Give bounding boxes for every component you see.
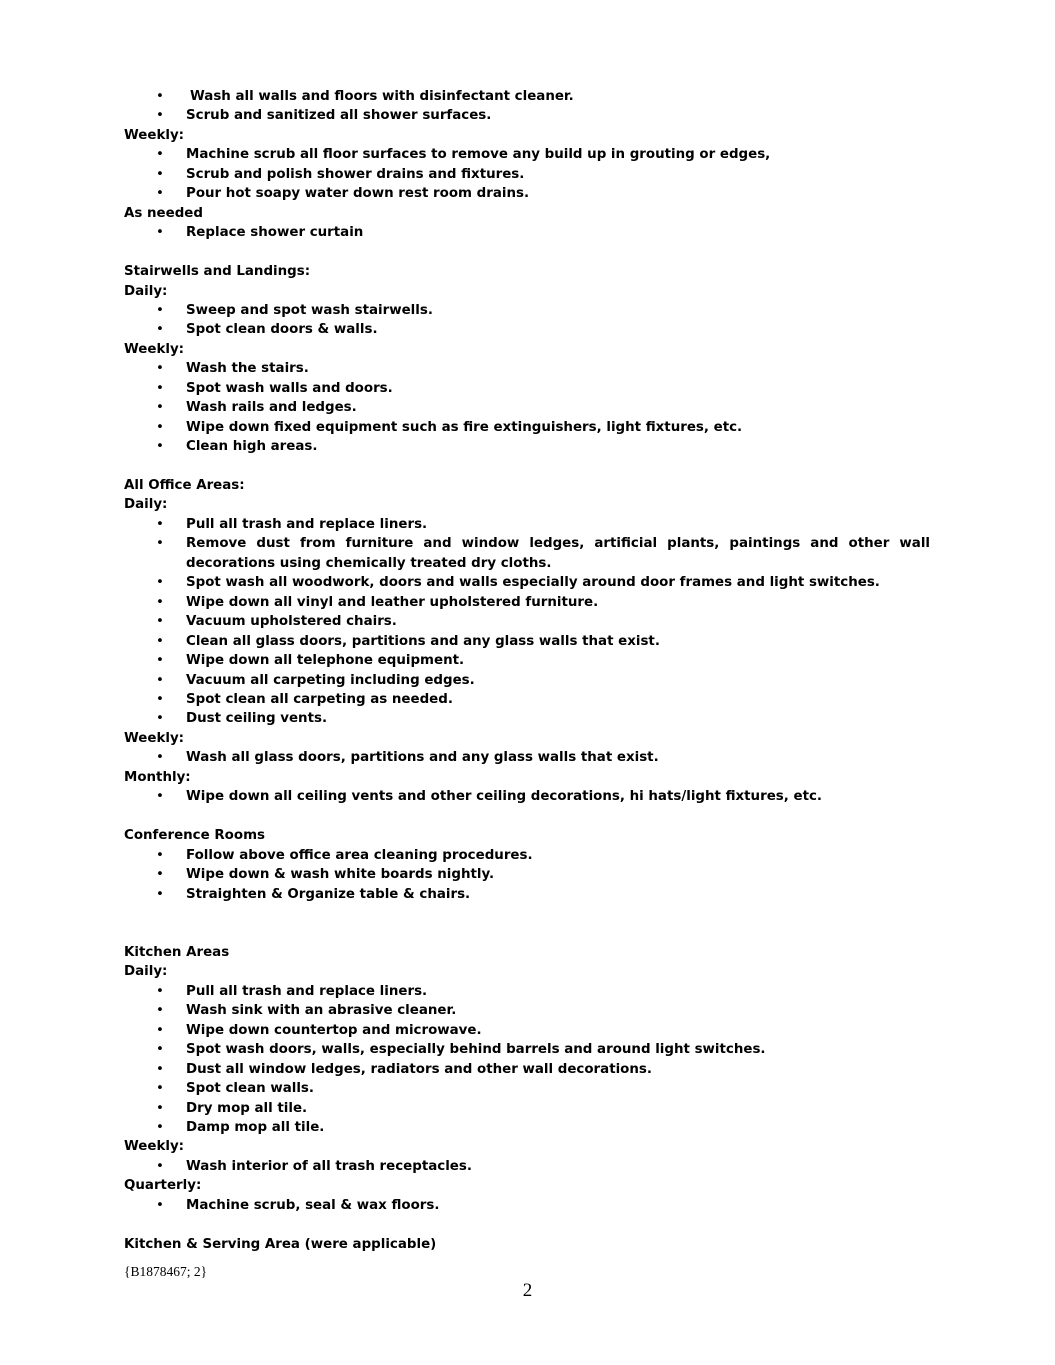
bullet-icon: • [156,400,164,416]
list-item: • Spot clean walls. [124,1079,930,1098]
bullet-icon: • [156,166,164,182]
item-list [124,748,930,767]
bullet-icon: • [156,575,164,591]
item-list [124,515,930,729]
frequency-heading: Weekly: [124,341,185,357]
list-item: • Wash rails and ledges. [124,398,930,417]
frequency-heading: Weekly: [124,730,185,746]
list-item: • Spot clean doors & walls. [124,320,930,339]
frequency-heading: Weekly: [124,1139,185,1155]
bullet-icon: • [156,1197,164,1213]
list-item: • Replace shower curtain [124,223,930,242]
frequency-heading: Daily: [124,964,168,980]
list-item: • Dust all window ledges, radiators and other wall decorations. [124,1060,930,1079]
frequency-heading: Daily: [124,283,168,299]
list-item: • Pull all trash and replace liners. [124,982,930,1001]
bullet-icon: • [156,1158,164,1174]
bullet-icon: • [156,380,164,396]
list-item: • Machine scrub all floor surfaces to remove any build up in grouting or edges, [124,145,930,164]
list-item: • Spot clean all carpeting as needed. [124,690,930,709]
item-list [124,359,930,456]
bullet-icon: • [156,302,164,318]
list-item: • Vacuum all carpeting including edges. [124,671,930,690]
list-item: • Remove dust from furniture and window ledges, artificial plants, paintings and other wall decorations using chemically treated dry cloths. [156,536,930,571]
bullet-icon: • [156,1042,164,1058]
bullet-icon: • [156,672,164,688]
list-item: • Wipe down all ceiling vents and other ceiling decorations, hi hats/light fixtures, etc. [124,787,930,806]
bullet-icon: • [156,147,164,163]
bullet-icon: • [156,594,164,610]
list-item: • Clean high areas. [124,437,930,456]
section-title: Conference Rooms [124,828,266,844]
bullet-icon: • [156,1119,164,1135]
list-item: • Wash the stairs. [124,359,930,378]
bullet-icon: • [156,1003,164,1019]
bullet-icon: • [156,692,164,708]
item-list [124,1157,930,1176]
list-item: • Spot wash walls and doors. [124,379,930,398]
frequency-heading: Quarterly: [124,1178,202,1194]
bullet-icon: • [156,633,164,649]
section-title: Kitchen Areas [124,944,230,960]
bullet-icon: • [156,789,164,805]
section-title: Kitchen & Serving Area (were applicable) [124,1236,437,1252]
bullet-icon: • [156,439,164,455]
frequency-heading: As needed [124,205,203,221]
bullet-icon: • [156,1022,164,1038]
item-list [124,846,930,904]
bullet-icon: • [156,614,164,630]
list-item: • Pour hot soapy water down rest room drains. [124,184,930,203]
bullet-icon: • [156,186,164,202]
list-item: • Wash all walls and floors with disinfectant cleaner. [124,87,930,106]
item-list [124,982,930,1138]
bullet-icon: • [156,1081,164,1097]
section-title: Stairwells and Landings: [124,264,311,280]
list-item: • Machine scrub, seal & wax floors. [124,1196,930,1215]
list-item: • Sweep and spot wash stairwells. [124,301,930,320]
list-item: • Dust ceiling vents. [124,709,930,728]
bullet-icon: • [156,108,164,124]
list-item: • Damp mop all tile. [124,1118,930,1137]
list-item: • Spot wash doors, walls, especially behind barrels and around light switches. [124,1040,930,1059]
item-list [124,145,930,203]
bullet-icon: • [156,225,164,241]
bullet-icon: • [156,419,164,435]
bullet-icon: • [156,89,164,104]
list-item: • Wash all glass doors, partitions and any glass walls that exist. [124,748,930,767]
list-item: • Scrub and sanitized all shower surfaces. [124,106,930,125]
bullet-icon: • [156,516,164,532]
list-item: • Wipe down all telephone equipment. [124,651,930,670]
bullet-icon: • [156,750,164,766]
bullet-icon: • [156,1100,164,1116]
bullet-icon: • [156,983,164,999]
bullet-icon: • [156,536,164,552]
page-number: 2 [522,1280,533,1301]
list-item: • Wash interior of all trash receptacles. [124,1157,930,1176]
item-list [124,301,930,340]
bullet-icon: • [156,886,164,902]
list-item: • Vacuum upholstered chairs. [124,612,930,631]
list-item: • Follow above office area cleaning procedures. [124,846,930,865]
frequency-heading: Daily: [124,497,168,513]
list-item: • Scrub and polish shower drains and fixtures. [124,165,930,184]
document-id: {B1878467; 2} [124,1264,208,1279]
list-item: • Pull all trash and replace liners. [124,515,930,534]
bullet-icon: • [156,867,164,883]
bullet-icon: • [156,711,164,727]
bullet-icon: • [156,361,164,377]
list-item: • Straighten & Organize table & chairs. [124,885,930,904]
bullet-icon: • [156,1061,164,1077]
page-content [124,87,930,1254]
bullet-icon: • [156,322,164,338]
list-item: • Dry mop all tile. [124,1099,930,1118]
frequency-heading: Monthly: [124,769,191,785]
section-title: All Office Areas: [124,478,245,494]
list-item: • Spot wash all woodwork, doors and walls especially around door frames and light switches. [124,573,930,592]
list-item: • Wipe down fixed equipment such as fire extinguishers, light fixtures, etc. [124,418,930,437]
frequency-heading: Weekly: [124,127,185,143]
list-item: • Wash sink with an abrasive cleaner. [124,1001,930,1020]
item-list [124,1196,930,1215]
list-item: • Wipe down & wash white boards nightly. [124,865,930,884]
bullet-icon: • [156,847,164,863]
item-list [124,787,930,806]
item-list [124,87,930,126]
list-item: • Wipe down all vinyl and leather upholstered furniture. [124,593,930,612]
bullet-icon: • [156,653,164,669]
list-item: • Wipe down countertop and microwave. [124,1021,930,1040]
item-list [124,223,930,242]
list-item: • Clean all glass doors, partitions and any glass walls that exist. [124,632,930,651]
